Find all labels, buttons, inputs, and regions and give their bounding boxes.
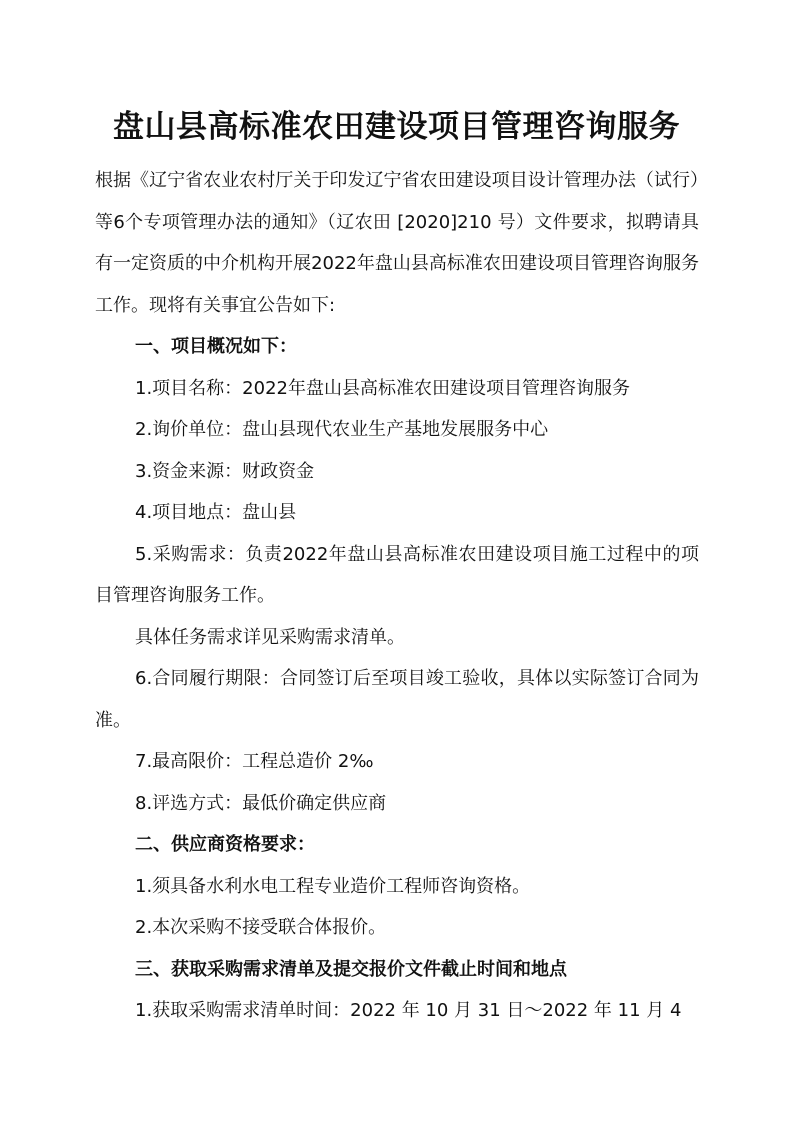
list-item: 1.获取采购需求清单时间：2022 年 10 月 31 日～2022 年 11 月 4	[135, 1000, 682, 1021]
intro-paragraph: 根据《辽宁省农业农村厅关于印发辽宁省农田建设项目设计管理办法（试行）等6个专项管理办法的通知》（辽农田 [2020]210 号）文件要求，拟聘请具有一定资质的中介机构开展2022年盘山县高标准农田建设项目管理咨询服务工作。现将有关事宜公告如下:	[95, 170, 699, 316]
list-item: 3.资金来源：财政资金	[135, 460, 315, 482]
list-item: 8.评选方式：最低价确定供应商	[135, 792, 387, 814]
section-heading-2: 二、供应商资格要求：	[135, 834, 315, 855]
list-item: 2.本次采购不接受联合体报价。	[135, 917, 387, 938]
list-item: 7.最高限价：工程总造价 2‰	[135, 751, 374, 772]
list-item: 6.合同履行期限：合同签订后至项目竣工验收，具体以实际签订合同为准。	[95, 668, 699, 731]
document-body	[95, 160, 699, 1032]
document-title: 盘山县高标准农田建设项目管理咨询服务	[113, 109, 680, 145]
list-item: 具体任务需求详见采购需求清单。	[135, 626, 405, 648]
list-item: 4.项目地点：盘山县	[135, 502, 297, 523]
list-item: 5.采购需求：负责2022年盘山县高标准农田建设项目施工过程中的项目管理咨询服务工作。	[95, 543, 699, 606]
section-heading-1: 一、项目概况如下：	[135, 336, 297, 357]
section-heading-3: 三、获取采购需求清单及提交报价文件截止时间和地点	[135, 958, 567, 980]
list-item: 1.项目名称：2022年盘山县高标准农田建设项目管理咨询服务	[135, 377, 630, 399]
list-item: 2.询价单位：盘山县现代农业生产基地发展服务中心	[135, 419, 549, 440]
list-item: 1.须具备水利水电工程专业造价工程师咨询资格。	[135, 875, 531, 897]
